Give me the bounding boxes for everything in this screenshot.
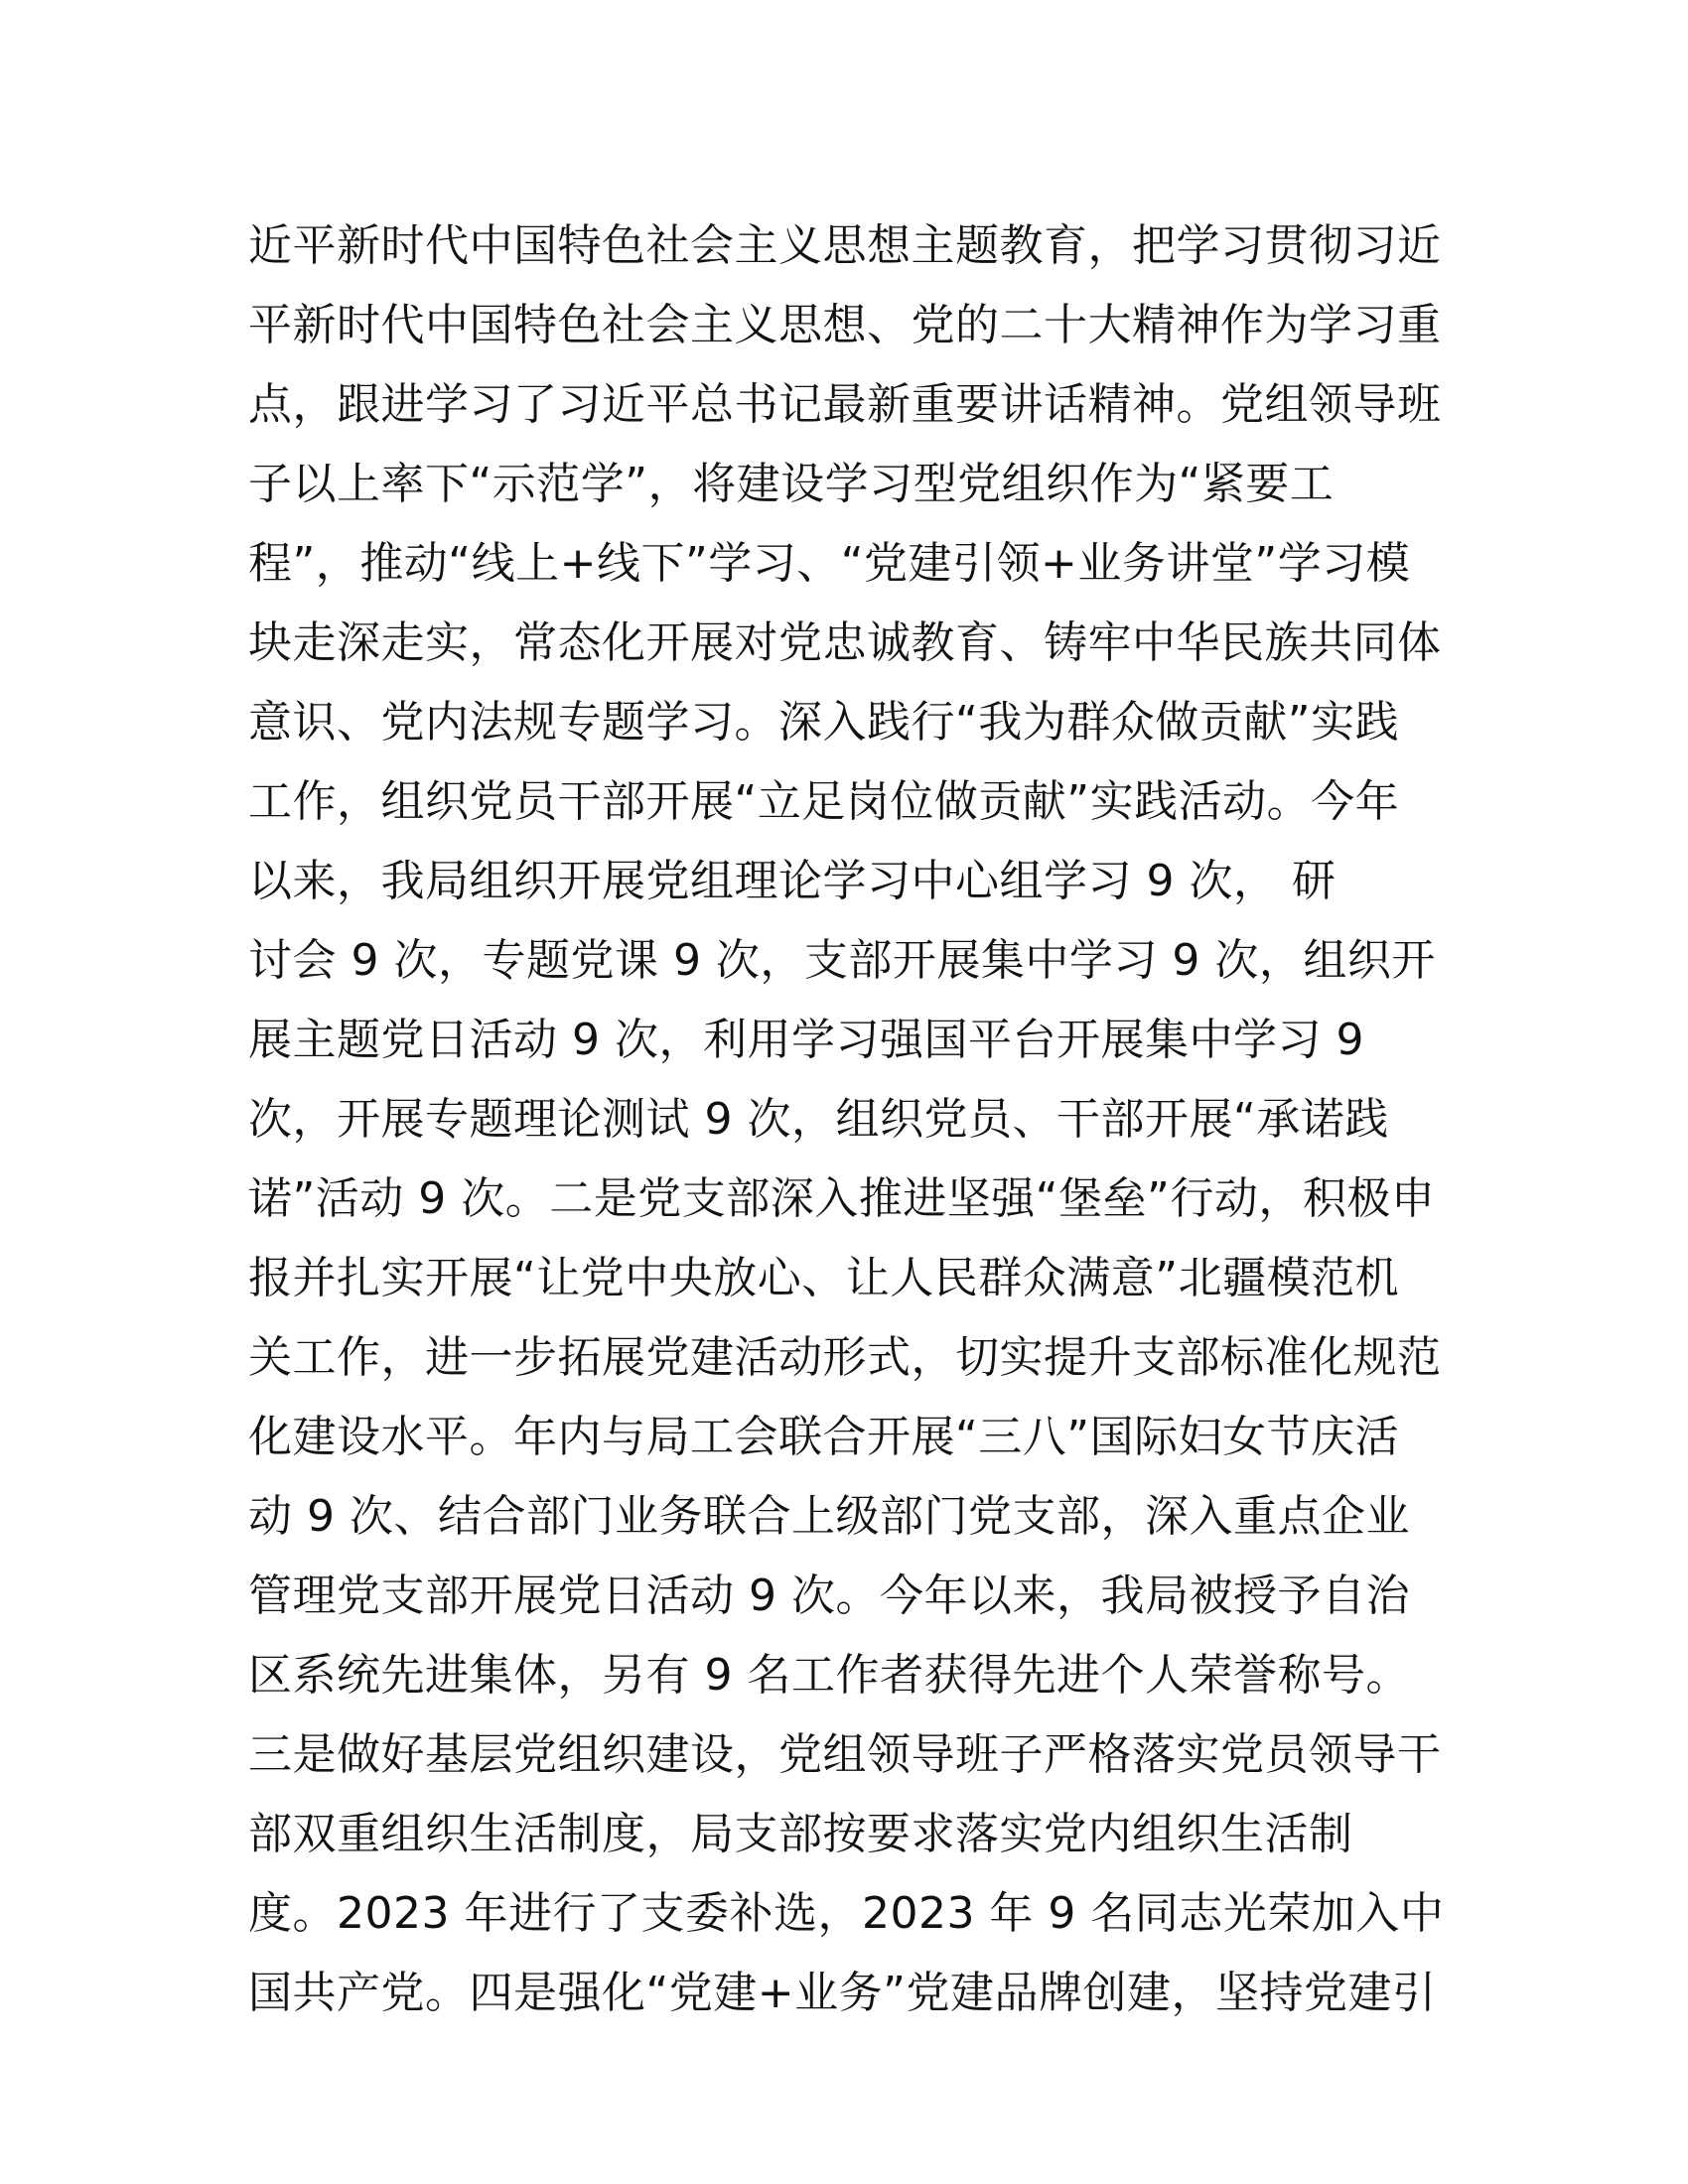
text-line: 块走深走实，常态化开展对党忠诚教育、铸牢中华民族共同体 (248, 617, 1442, 668)
text-line: 点，跟进学习了习近平总书记最新重要讲话精神。党组领导班 (248, 379, 1442, 430)
text-line: 工作，组织党员干部开展“立足岗位做贡献”实践活动。今年 (248, 776, 1400, 827)
text-line: 区系统先进集体，另有 9 名工作者获得先进个人荣誉称号。 (248, 1650, 1410, 1701)
text-line: 化建设水平。年内与局工会联合开展“三八”国际妇女节庆活 (248, 1412, 1400, 1462)
text-line: 报并扎实开展“让党中央放心、让人民群众满意”北疆模范机 (248, 1253, 1400, 1303)
text-line: 度。2023 年进行了支委补选，2023 年 9 名同志光荣加入中 (248, 1888, 1445, 1939)
text-line: 程”，推动“线上+线下”学习、“党建引领+业务讲堂”学习模 (248, 538, 1411, 589)
text-line: 部双重组织生活制度，局支部按要求落实党内组织生活制 (248, 1809, 1353, 1859)
text-line: 国共产党。四是强化“党建+业务”党建品牌创建，坚持党建引 (248, 1968, 1437, 2018)
text-line: 展主题党日活动 9 次，利用学习强国平台开展集中学习 9 (248, 1015, 1364, 1065)
text-line: 三是做好基层党组织建设，党组领导班子严格落实党员领导干 (248, 1729, 1442, 1780)
text-line: 子以上率下“示范学”，将建设学习型党组织作为“紧要工 (248, 459, 1335, 509)
text-line: 次，开展专题理论测试 9 次，组织党员、干部开展“承诺践 (248, 1094, 1389, 1145)
text-line: 以来，我局组织开展党组理论学习中心组学习 9 次， 研 (248, 856, 1336, 906)
text-line: 平新时代中国特色社会主义思想、党的二十大精神作为学习重 (248, 300, 1442, 350)
text-line: 诺”活动 9 次。二是党支部深入推进坚强“堡垒”行动，积极申 (248, 1173, 1436, 1224)
text-line: 讨会 9 次，专题党课 9 次，支部开展集中学习 9 次，组织开 (248, 935, 1436, 986)
text-line: 近平新时代中国特色社会主义思想主题教育，把学习贯彻习近 (248, 220, 1442, 271)
text-line: 管理党支部开展党日活动 9 次。今年以来，我局被授予自治 (248, 1570, 1410, 1621)
body-paragraph (248, 206, 1445, 2033)
text-line: 动 9 次、结合部门业务联合上级部门党支部，深入重点企业 (248, 1491, 1410, 1542)
text-line: 关工作，进一步拓展党建活动形式，切实提升支部标准化规范 (248, 1332, 1442, 1383)
text-line: 意识、党内法规专题学习。深入践行“我为群众做贡献”实践 (248, 697, 1400, 748)
